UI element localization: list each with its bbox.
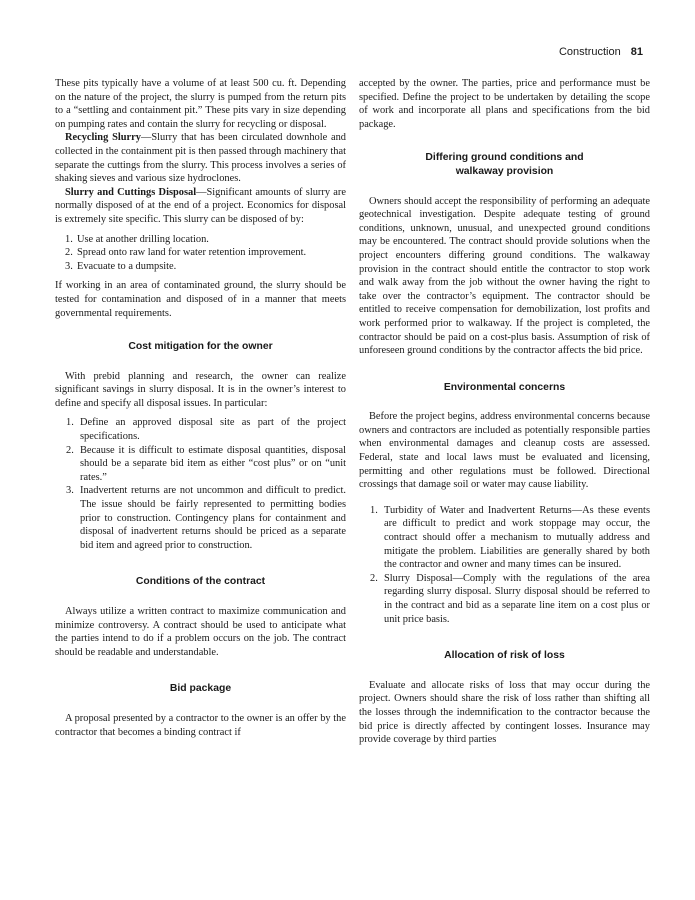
- paragraph-recycling-slurry: [55, 131, 346, 185]
- list-item: [359, 504, 650, 572]
- paragraph-prebid-planning: With prebid planning and research, the owner can realize significant savings in slurry disposal. It is in the owner’s interest to define and specify all disposal issues. In particular:: [55, 370, 346, 409]
- list-item: [55, 444, 346, 485]
- list-number: 2.: [66, 444, 74, 456]
- paragraph-slurry-disposal: [55, 186, 346, 227]
- right-column: [359, 77, 650, 747]
- paragraph-environmental: Before the project begins, address environmental concerns because owners and contractors are included as potentially responsible parties when environmental damages and cleanup costs are assessed. Federal, state and local laws must be evaluated and licensing, permitting and other regulations must be followed. Directional crossings that damage soil or water may cause liability.: [359, 411, 650, 491]
- list-text: Evacuate to a dumpsite.: [77, 260, 177, 272]
- run-in-head-slurry-disposal: Slurry and Cuttings Disposal: [65, 186, 197, 198]
- page-number: 81: [630, 46, 643, 58]
- paragraph-risk-of-loss: Evaluate and allocate risks of loss that may occur during the project. Owners should share the risk of loss rather than shifting all the losses through the indemnification to the contractor because the bid price is directly affected by contingent losses. Insurance may provide coverage by third parties: [359, 679, 650, 746]
- environmental-list: [359, 504, 650, 626]
- run-in-head-recycling-slurry: Recycling Slurry: [65, 132, 141, 144]
- list-item: [55, 246, 346, 260]
- paragraph-proposal: A proposal presented by a contractor to the owner is an offer by the contractor that becomes a binding contract if: [55, 712, 346, 738]
- heading-differing-ground-line-1: Differing ground conditions and: [425, 152, 584, 164]
- list-text: Inadvertent returns are not uncommon and difficult to predict. The issue should be fairly represented to permitting bodies prior to construction. Contingency plans for containment and disposal of inadvertent returns should be priced as a separate bid item and agreed prior to construction.: [80, 485, 346, 551]
- list-text: Spread onto raw land for water retention improvement.: [77, 247, 307, 259]
- paragraph-contaminated-ground: If working in an area of contaminated ground, the slurry should be tested for contamination and disposed of in a manner that meets governmental requirements.: [55, 280, 346, 319]
- recycling-slurry-text: —Slurry that has been circulated downhole and collected in the containment pit is then passed through machinery that separate the cuttings from the slurry. This process involves a series of shaking sieves and various size hydroclones.: [55, 132, 346, 185]
- heading-environmental-concerns: Environmental concerns: [443, 381, 566, 393]
- list-item: [359, 572, 650, 626]
- heading-bid-package: Bid package: [169, 683, 232, 695]
- list-text: Use at another drilling location.: [77, 233, 209, 245]
- paragraph-written-contract: Always utilize a written contract to maximize communication and minimize controversy. A contract should be used to anticipate what the parties intend to do if a problem occurs on the job. The contract should be readable and understandable.: [55, 606, 346, 658]
- running-head: [559, 46, 643, 58]
- list-item: [55, 260, 346, 274]
- list-number: 2.: [370, 572, 378, 584]
- running-head-title: Construction: [558, 46, 621, 58]
- cost-mitigation-list: [55, 416, 346, 552]
- list-item: [55, 484, 346, 552]
- heading-differing-ground-line-2: walkaway provision: [455, 165, 554, 177]
- paragraph-pits-volume: These pits typically have a volume of at least 500 cu. ft. Depending on the nature of the project, the slurry is pumped from the return pits to a “settling and containment pit.” These pits vary in size depending on pumping rates and contain the slurry for recycling or disposal.: [55, 78, 346, 130]
- list-number: 1.: [65, 233, 73, 245]
- list-item: [55, 233, 346, 247]
- list-text: Slurry Disposal—Comply with the regulations of the area regarding slurry disposal. Slurry disposal should be referred to in the contract and bid as a separate line item on a cost plus or unit price basis.: [384, 572, 650, 625]
- list-text: Turbidity of Water and Inadvertent Returns—As these events are difficult to predict and work stoppage may occur, the contract should offer a mechanism to mutually address and mitigate the problem. Liabilities are generally shared by both the contractor and owner and many times can be insured.: [384, 504, 650, 571]
- list-number: 1.: [66, 417, 74, 429]
- paragraph-accepted-by-owner: accepted by the owner. The parties, price and performance must be specified. Define the project to be undertaken by detailing the scope of work and incorporate all plans and specifications from the bid package.: [359, 78, 650, 130]
- left-column: [55, 77, 346, 739]
- list-number: 3.: [66, 485, 74, 497]
- heading-cost-mitigation: Cost mitigation for the owner: [128, 341, 273, 353]
- heading-allocation-of-risk: Allocation of risk of loss: [444, 650, 565, 662]
- list-text: Because it is difficult to estimate disposal quantities, disposal should be a separate bid item as either “cost plus” or on “unit rates.”: [80, 444, 346, 483]
- list-number: 2.: [65, 247, 73, 259]
- slurry-disposal-text: —Significant amounts of slurry are normally disposed of at the end of a project. Economics for disposal is extremely site specific. This slurry can be disposed of by:: [55, 186, 346, 225]
- list-number: 1.: [370, 504, 378, 516]
- disposal-options-list: [55, 233, 346, 274]
- list-text: Define an approved disposal site as part of the project specifications.: [80, 417, 346, 443]
- list-item: [55, 416, 346, 443]
- paragraph-geotechnical-investigation: Owners should accept the responsibility of performing an adequate geotechnical investigation. Despite adequate testing of ground conditions, unknown, unusual, and unexpected ground conditions may be encountered. The contract should provide solutions when the project encounters differing ground conditions. The walkaway provision in the contract should entitle the contractor to stop work and walk away from the job without the owner having the right to take over the contractor’s equipment. The contractor should be entitled to receive compensation for demobilization, lost profits and work performed prior to walkaway. If the project is completed, the contractor should be paid on a cost-plus basis. Assumption of risk of unforeseen ground conditions by the contractor affects the bid price.: [359, 195, 650, 357]
- heading-conditions-of-contract: Conditions of the contract: [135, 576, 266, 588]
- list-number: 3.: [65, 260, 73, 272]
